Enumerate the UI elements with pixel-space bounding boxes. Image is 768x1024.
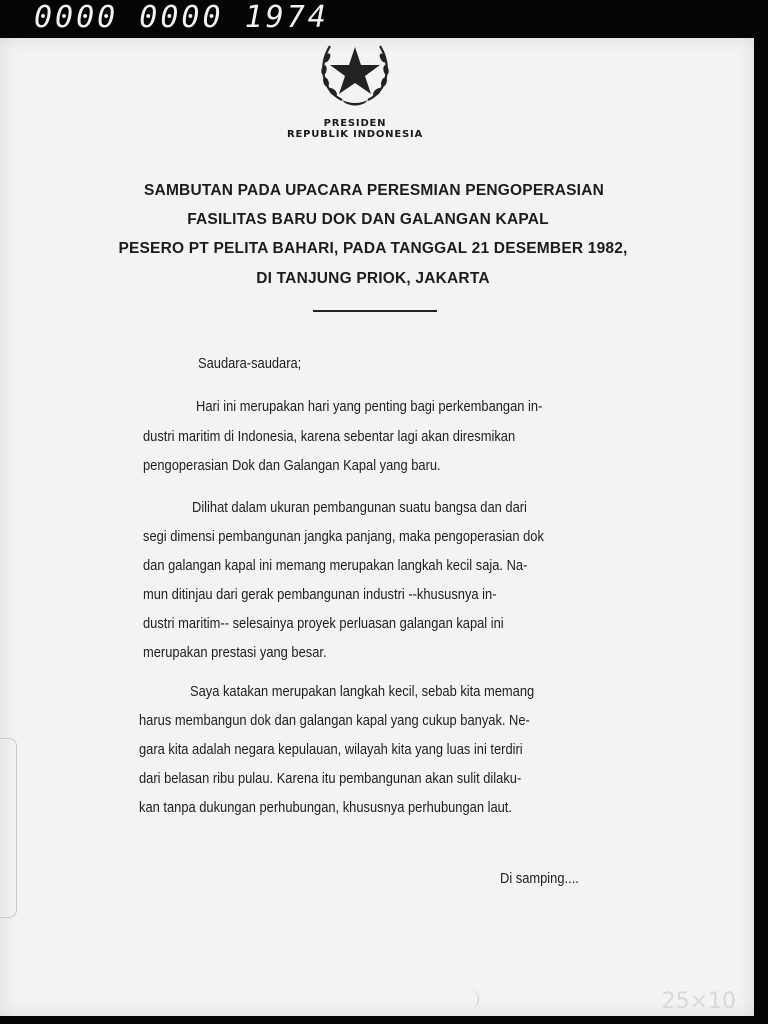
body-line: dari belasan ribu pulau. Karena itu pembangunan akan sulit dilaku-	[139, 770, 522, 787]
body-line: pengoperasian Dok dan Galangan Kapal yang baru.	[143, 457, 441, 474]
body-line: Dilihat dalam ukuran pembangunan suatu bangsa dan dari	[192, 499, 527, 516]
body-line: Saya katakan merupakan langkah kecil, sebab kita memang	[190, 683, 535, 700]
body-line: mun ditinjau dari gerak pembangunan industri --khususnya in-	[143, 586, 497, 603]
body-line: gara kita adalah negara kepulauan, wilayah kita yang luas ini terdiri	[139, 741, 523, 758]
body-line: dustri maritim di Indonesia, karena sebentar lagi akan diresmikan	[143, 428, 516, 445]
body-line: Hari ini merupakan hari yang penting bagi perkembangan in-	[196, 398, 543, 415]
continuation-catchword: Di samping....	[500, 870, 579, 887]
star-wreath-emblem-icon	[312, 38, 398, 106]
salutation: Saudara-saudara;	[198, 355, 302, 372]
paper-blemish	[440, 988, 479, 1010]
margin-mark: 25×10	[661, 989, 736, 1014]
frame-code: 0000 0000 1974	[34, 0, 329, 35]
body-line: dan galangan kapal ini memang merupakan langkah kecil saja. Na-	[143, 557, 528, 574]
body-line: dustri maritim-- selesainya proyek perluasan galangan kapal ini	[143, 615, 504, 632]
body-line: kan tanpa dukungan perhubungan, khususnya perhubungan laut.	[139, 799, 512, 816]
document-page: PRESIDEN REPUBLIK INDONESIA SAMBUTAN PADA UPACARA PERESMIAN PENGOPERASIAN FASILITAS BARU DOK DAN GALANGAN KAPAL PESERO PT PELITA BAHARI, PADA TANGGAL 21 DESEMBER 1982, DI TANJUNG PRIOK, JAKARTA Saudara-saudara; Hari ini merupakan hari yang penting bagi perkembangan in- dustri maritim di Indonesia, karena sebentar lagi akan diresmikan pengoperasian Dok dan Galangan Kapal yang baru. Dilihat dalam ukuran pembangunan suatu bangsa dan dari segi dimensi pembangunan jangka panjang, maka pengoperasian dok dan galangan kapal ini memang merupakan langkah kecil saja. Na- mun ditinjau dari gerak pembangunan industri --khususnya in- dustri maritim-- selesainya proyek perluasan galangan kapal ini merupakan prestasi yang besar. Saya katakan merupakan langkah kecil, sebab kita memang harus membangun dok dan galangan kapal yang cukup banyak. Ne- gara kita adalah negara kepulauan, wilayah kita yang luas ini terdiri dari belasan ribu pulau. Karena itu pembangunan akan sulit dilaku- kan tanpa dukungan perhubungan, khususnya perhubungan laut. Di samping.... 25×10	[0, 38, 754, 1016]
body-line: merupakan prestasi yang besar.	[143, 644, 327, 661]
body-line: harus membangun dok dan galangan kapal yang cukup banyak. Ne-	[139, 712, 530, 729]
body-line: segi dimensi pembangunan jangka panjang, maka pengoperasian dok	[143, 528, 544, 545]
page-notch	[0, 738, 17, 918]
title-divider	[313, 310, 437, 312]
